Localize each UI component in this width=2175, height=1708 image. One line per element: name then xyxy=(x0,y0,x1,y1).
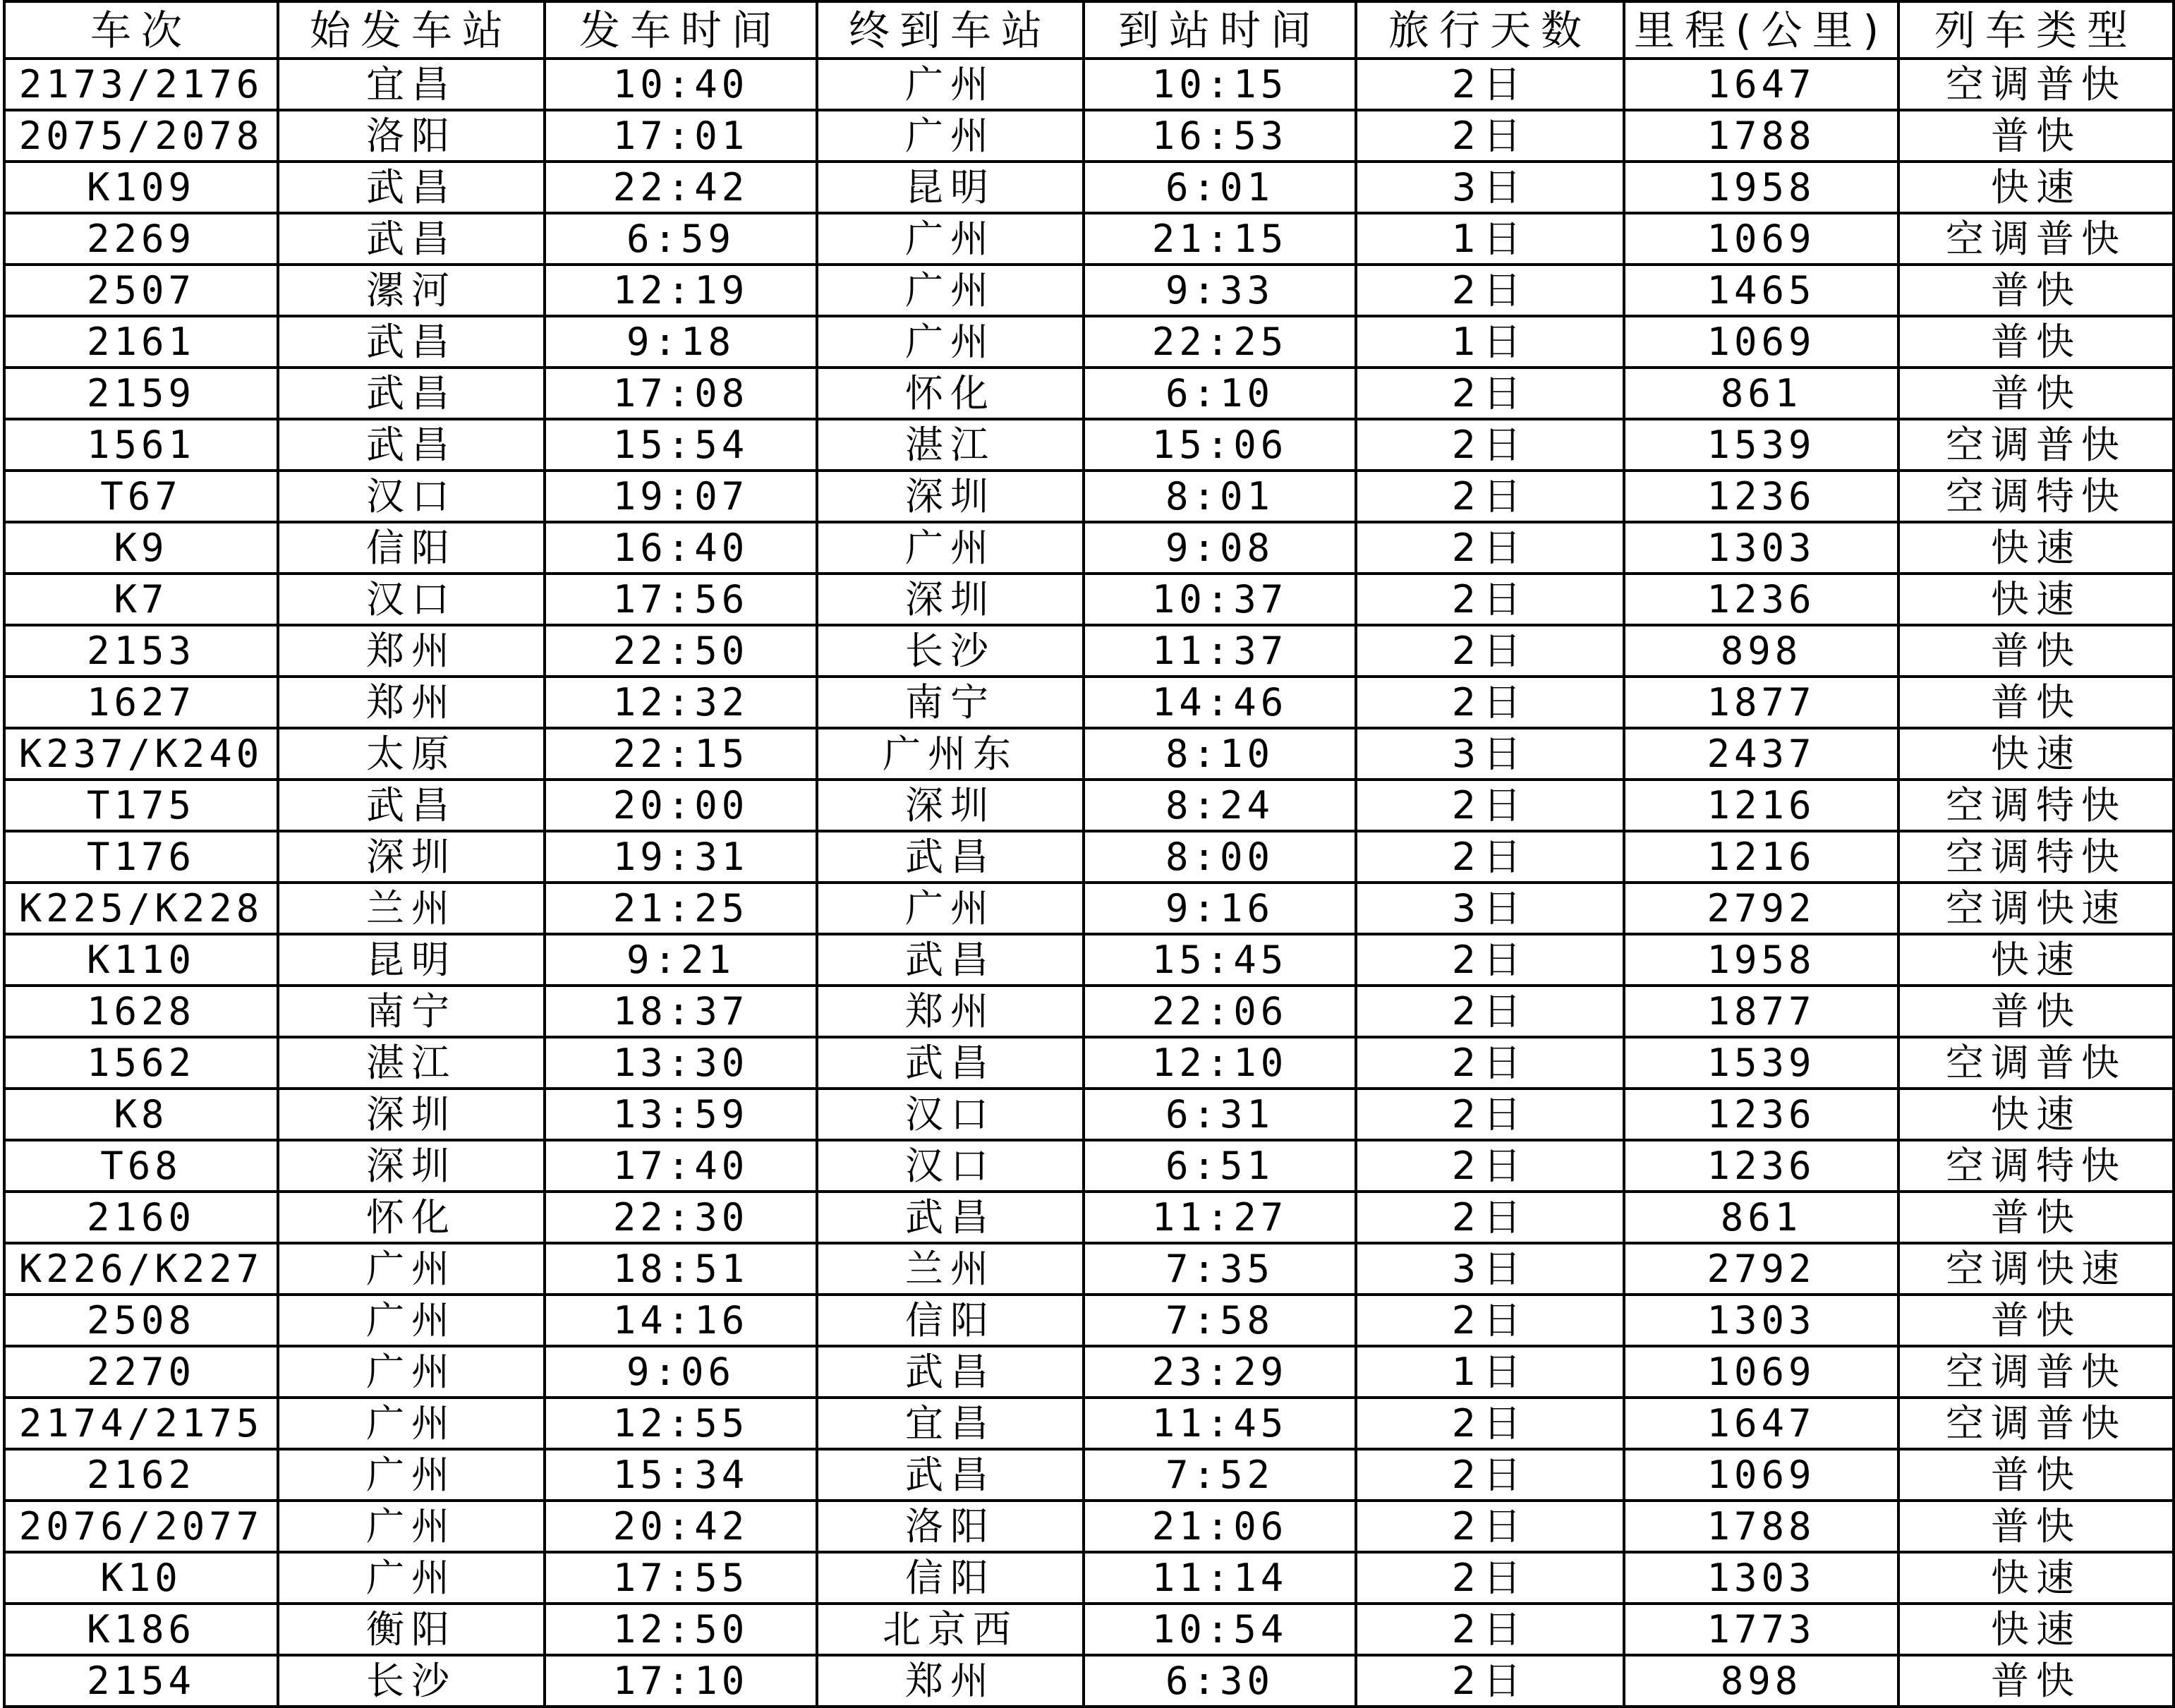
table-row xyxy=(4,110,2174,162)
travel-days-cell: 1日 xyxy=(1356,1346,1624,1398)
arrival-station-cell: 武昌 xyxy=(817,1449,1084,1501)
departure-time-cell: 22:50 xyxy=(545,625,817,677)
departure-time-cell: 15:54 xyxy=(545,419,817,471)
travel-days-cell: 2日 xyxy=(1356,1089,1624,1140)
arrival-time-cell: 9:08 xyxy=(1084,522,1356,574)
arrival-station-cell: 武昌 xyxy=(817,1037,1084,1089)
travel-days-cell: 2日 xyxy=(1356,986,1624,1037)
train-number-cell: K8 xyxy=(4,1089,278,1140)
departure-station-cell: 漯河 xyxy=(278,265,545,316)
departure-time-cell: 17:40 xyxy=(545,1140,817,1192)
train-number-cell: 2174/2175 xyxy=(4,1398,278,1449)
table-row xyxy=(4,1398,2174,1449)
departure-time-cell: 19:31 xyxy=(545,831,817,883)
travel-days-cell: 1日 xyxy=(1356,213,1624,265)
train-type-cell: 快速 xyxy=(1898,162,2174,213)
table-row xyxy=(4,1037,2174,1089)
distance-cell: 1216 xyxy=(1624,780,1898,831)
distance-cell: 898 xyxy=(1624,1655,1898,1707)
arrival-station-cell: 昆明 xyxy=(817,162,1084,213)
table-row xyxy=(4,1501,2174,1552)
travel-days-cell: 2日 xyxy=(1356,59,1624,110)
distance-cell: 1236 xyxy=(1624,574,1898,625)
distance-cell: 2792 xyxy=(1624,1243,1898,1295)
arrival-time-cell: 9:33 xyxy=(1084,265,1356,316)
departure-time-cell: 18:37 xyxy=(545,986,817,1037)
departure-station-cell: 洛阳 xyxy=(278,110,545,162)
departure-time-cell: 14:16 xyxy=(545,1295,817,1346)
arrival-time-cell: 6:10 xyxy=(1084,368,1356,419)
distance-cell: 1236 xyxy=(1624,1089,1898,1140)
train-number-cell: K10 xyxy=(4,1552,278,1604)
departure-station-cell: 广州 xyxy=(278,1449,545,1501)
arrival-station-cell: 南宁 xyxy=(817,677,1084,728)
train-type-cell: 空调快速 xyxy=(1898,1243,2174,1295)
travel-days-cell: 2日 xyxy=(1356,1037,1624,1089)
arrival-station-cell: 郑州 xyxy=(817,1655,1084,1707)
travel-days-cell: 2日 xyxy=(1356,1295,1624,1346)
travel-days-cell: 3日 xyxy=(1356,728,1624,780)
departure-station-cell: 广州 xyxy=(278,1295,545,1346)
header-arrival-station: 终到车站 xyxy=(817,1,1084,59)
train-number-cell: 2161 xyxy=(4,316,278,368)
header-distance: 里程(公里) xyxy=(1624,1,1898,59)
train-number-cell: K7 xyxy=(4,574,278,625)
table-row xyxy=(4,316,2174,368)
departure-station-cell: 广州 xyxy=(278,1346,545,1398)
departure-station-cell: 汉口 xyxy=(278,471,545,522)
distance-cell: 1788 xyxy=(1624,110,1898,162)
departure-station-cell: 深圳 xyxy=(278,1140,545,1192)
arrival-station-cell: 深圳 xyxy=(817,574,1084,625)
train-type-cell: 快速 xyxy=(1898,1604,2174,1655)
arrival-station-cell: 广州东 xyxy=(817,728,1084,780)
header-train-type: 列车类型 xyxy=(1898,1,2174,59)
train-number-cell: 2075/2078 xyxy=(4,110,278,162)
arrival-station-cell: 广州 xyxy=(817,59,1084,110)
arrival-time-cell: 21:06 xyxy=(1084,1501,1356,1552)
distance-cell: 1069 xyxy=(1624,213,1898,265)
departure-time-cell: 17:08 xyxy=(545,368,817,419)
table-row xyxy=(4,59,2174,110)
table-row xyxy=(4,162,2174,213)
distance-cell: 1539 xyxy=(1624,1037,1898,1089)
table-row xyxy=(4,1140,2174,1192)
train-number-cell: 2160 xyxy=(4,1192,278,1243)
departure-time-cell: 17:56 xyxy=(545,574,817,625)
departure-time-cell: 13:30 xyxy=(545,1037,817,1089)
table-row xyxy=(4,1604,2174,1655)
train-number-cell: T176 xyxy=(4,831,278,883)
table-row xyxy=(4,1449,2174,1501)
train-type-cell: 普快 xyxy=(1898,1655,2174,1707)
distance-cell: 898 xyxy=(1624,625,1898,677)
arrival-station-cell: 北京西 xyxy=(817,1604,1084,1655)
departure-station-cell: 武昌 xyxy=(278,213,545,265)
table-row xyxy=(4,1192,2174,1243)
table-row xyxy=(4,1295,2174,1346)
travel-days-cell: 2日 xyxy=(1356,831,1624,883)
train-type-cell: 空调普快 xyxy=(1898,1346,2174,1398)
table-row xyxy=(4,471,2174,522)
train-number-cell: 2508 xyxy=(4,1295,278,1346)
departure-time-cell: 19:07 xyxy=(545,471,817,522)
arrival-station-cell: 广州 xyxy=(817,265,1084,316)
arrival-time-cell: 7:52 xyxy=(1084,1449,1356,1501)
distance-cell: 1303 xyxy=(1624,522,1898,574)
arrival-station-cell: 汉口 xyxy=(817,1140,1084,1192)
departure-time-cell: 13:59 xyxy=(545,1089,817,1140)
train-type-cell: 普快 xyxy=(1898,1501,2174,1552)
arrival-station-cell: 广州 xyxy=(817,883,1084,934)
departure-time-cell: 16:40 xyxy=(545,522,817,574)
arrival-station-cell: 宜昌 xyxy=(817,1398,1084,1449)
travel-days-cell: 2日 xyxy=(1356,1604,1624,1655)
arrival-station-cell: 兰州 xyxy=(817,1243,1084,1295)
arrival-time-cell: 8:10 xyxy=(1084,728,1356,780)
distance-cell: 1647 xyxy=(1624,59,1898,110)
arrival-time-cell: 15:45 xyxy=(1084,934,1356,986)
departure-station-cell: 广州 xyxy=(278,1243,545,1295)
arrival-time-cell: 6:01 xyxy=(1084,162,1356,213)
distance-cell: 1958 xyxy=(1624,162,1898,213)
train-type-cell: 空调普快 xyxy=(1898,59,2174,110)
train-number-cell: 2154 xyxy=(4,1655,278,1707)
train-number-cell: 2159 xyxy=(4,368,278,419)
departure-time-cell: 12:50 xyxy=(545,1604,817,1655)
travel-days-cell: 2日 xyxy=(1356,1140,1624,1192)
departure-station-cell: 昆明 xyxy=(278,934,545,986)
travel-days-cell: 2日 xyxy=(1356,1449,1624,1501)
arrival-time-cell: 11:45 xyxy=(1084,1398,1356,1449)
table-row xyxy=(4,1655,2174,1707)
train-type-cell: 普快 xyxy=(1898,1449,2174,1501)
arrival-time-cell: 10:54 xyxy=(1084,1604,1356,1655)
distance-cell: 1539 xyxy=(1624,419,1898,471)
table-row xyxy=(4,1089,2174,1140)
table-row xyxy=(4,265,2174,316)
arrival-station-cell: 武昌 xyxy=(817,1192,1084,1243)
distance-cell: 1303 xyxy=(1624,1295,1898,1346)
departure-time-cell: 21:25 xyxy=(545,883,817,934)
arrival-station-cell: 深圳 xyxy=(817,780,1084,831)
travel-days-cell: 2日 xyxy=(1356,780,1624,831)
departure-time-cell: 12:55 xyxy=(545,1398,817,1449)
train-number-cell: 2270 xyxy=(4,1346,278,1398)
departure-station-cell: 武昌 xyxy=(278,419,545,471)
arrival-time-cell: 6:31 xyxy=(1084,1089,1356,1140)
arrival-time-cell: 8:00 xyxy=(1084,831,1356,883)
train-type-cell: 普快 xyxy=(1898,110,2174,162)
table-row xyxy=(4,1552,2174,1604)
train-number-cell: 2173/2176 xyxy=(4,59,278,110)
train-type-cell: 普快 xyxy=(1898,1192,2174,1243)
arrival-time-cell: 23:29 xyxy=(1084,1346,1356,1398)
train-number-cell: K237/K240 xyxy=(4,728,278,780)
train-type-cell: 空调快速 xyxy=(1898,883,2174,934)
departure-station-cell: 宜昌 xyxy=(278,59,545,110)
arrival-station-cell: 深圳 xyxy=(817,471,1084,522)
train-type-cell: 空调特快 xyxy=(1898,1140,2174,1192)
arrival-station-cell: 武昌 xyxy=(817,1346,1084,1398)
table-row xyxy=(4,625,2174,677)
train-type-cell: 普快 xyxy=(1898,986,2174,1037)
travel-days-cell: 3日 xyxy=(1356,883,1624,934)
distance-cell: 1877 xyxy=(1624,986,1898,1037)
arrival-time-cell: 8:24 xyxy=(1084,780,1356,831)
train-number-cell: K225/K228 xyxy=(4,883,278,934)
departure-time-cell: 18:51 xyxy=(545,1243,817,1295)
departure-time-cell: 15:34 xyxy=(545,1449,817,1501)
departure-time-cell: 12:19 xyxy=(545,265,817,316)
departure-time-cell: 10:40 xyxy=(545,59,817,110)
train-number-cell: 2076/2077 xyxy=(4,1501,278,1552)
travel-days-cell: 2日 xyxy=(1356,265,1624,316)
train-type-cell: 普快 xyxy=(1898,316,2174,368)
train-type-cell: 快速 xyxy=(1898,934,2174,986)
arrival-time-cell: 7:58 xyxy=(1084,1295,1356,1346)
departure-time-cell: 6:59 xyxy=(545,213,817,265)
travel-days-cell: 2日 xyxy=(1356,1552,1624,1604)
departure-station-cell: 太原 xyxy=(278,728,545,780)
table-row xyxy=(4,213,2174,265)
distance-cell: 1236 xyxy=(1624,471,1898,522)
arrival-station-cell: 武昌 xyxy=(817,934,1084,986)
arrival-time-cell: 6:51 xyxy=(1084,1140,1356,1192)
departure-time-cell: 9:18 xyxy=(545,316,817,368)
arrival-station-cell: 湛江 xyxy=(817,419,1084,471)
train-type-cell: 普快 xyxy=(1898,677,2174,728)
travel-days-cell: 2日 xyxy=(1356,471,1624,522)
arrival-station-cell: 怀化 xyxy=(817,368,1084,419)
travel-days-cell: 2日 xyxy=(1356,625,1624,677)
travel-days-cell: 2日 xyxy=(1356,419,1624,471)
departure-station-cell: 郑州 xyxy=(278,677,545,728)
travel-days-cell: 3日 xyxy=(1356,162,1624,213)
departure-time-cell: 22:42 xyxy=(545,162,817,213)
arrival-time-cell: 16:53 xyxy=(1084,110,1356,162)
table-row xyxy=(4,934,2174,986)
arrival-station-cell: 信阳 xyxy=(817,1295,1084,1346)
train-number-cell: T175 xyxy=(4,780,278,831)
table-row xyxy=(4,986,2174,1037)
train-number-cell: 1561 xyxy=(4,419,278,471)
train-type-cell: 空调普快 xyxy=(1898,213,2174,265)
arrival-station-cell: 武昌 xyxy=(817,831,1084,883)
departure-time-cell: 22:30 xyxy=(545,1192,817,1243)
departure-time-cell: 20:42 xyxy=(545,1501,817,1552)
train-number-cell: K109 xyxy=(4,162,278,213)
arrival-station-cell: 洛阳 xyxy=(817,1501,1084,1552)
departure-time-cell: 12:32 xyxy=(545,677,817,728)
train-number-cell: K110 xyxy=(4,934,278,986)
arrival-time-cell: 15:06 xyxy=(1084,419,1356,471)
departure-station-cell: 南宁 xyxy=(278,986,545,1037)
travel-days-cell: 2日 xyxy=(1356,574,1624,625)
arrival-time-cell: 8:01 xyxy=(1084,471,1356,522)
distance-cell: 1647 xyxy=(1624,1398,1898,1449)
train-number-cell: 2153 xyxy=(4,625,278,677)
departure-station-cell: 武昌 xyxy=(278,368,545,419)
train-type-cell: 快速 xyxy=(1898,1089,2174,1140)
table-row xyxy=(4,368,2174,419)
arrival-station-cell: 广州 xyxy=(817,110,1084,162)
travel-days-cell: 2日 xyxy=(1356,1655,1624,1707)
train-type-cell: 空调特快 xyxy=(1898,831,2174,883)
travel-days-cell: 2日 xyxy=(1356,368,1624,419)
train-type-cell: 普快 xyxy=(1898,265,2174,316)
arrival-station-cell: 汉口 xyxy=(817,1089,1084,1140)
travel-days-cell: 2日 xyxy=(1356,1192,1624,1243)
table-row xyxy=(4,522,2174,574)
departure-station-cell: 湛江 xyxy=(278,1037,545,1089)
train-number-cell: 1628 xyxy=(4,986,278,1037)
train-number-cell: 1562 xyxy=(4,1037,278,1089)
departure-station-cell: 汉口 xyxy=(278,574,545,625)
departure-station-cell: 衡阳 xyxy=(278,1604,545,1655)
departure-station-cell: 信阳 xyxy=(278,522,545,574)
distance-cell: 861 xyxy=(1624,368,1898,419)
travel-days-cell: 3日 xyxy=(1356,1243,1624,1295)
arrival-time-cell: 11:14 xyxy=(1084,1552,1356,1604)
arrival-time-cell: 6:30 xyxy=(1084,1655,1356,1707)
departure-time-cell: 22:15 xyxy=(545,728,817,780)
travel-days-cell: 2日 xyxy=(1356,1398,1624,1449)
train-number-cell: 2162 xyxy=(4,1449,278,1501)
departure-station-cell: 广州 xyxy=(278,1552,545,1604)
departure-station-cell: 武昌 xyxy=(278,162,545,213)
distance-cell: 1216 xyxy=(1624,831,1898,883)
train-number-cell: 2269 xyxy=(4,213,278,265)
table-row xyxy=(4,1346,2174,1398)
departure-time-cell: 17:55 xyxy=(545,1552,817,1604)
train-type-cell: 空调普快 xyxy=(1898,419,2174,471)
travel-days-cell: 2日 xyxy=(1356,677,1624,728)
arrival-time-cell: 9:16 xyxy=(1084,883,1356,934)
travel-days-cell: 2日 xyxy=(1356,934,1624,986)
departure-time-cell: 17:10 xyxy=(545,1655,817,1707)
distance-cell: 861 xyxy=(1624,1192,1898,1243)
distance-cell: 1773 xyxy=(1624,1604,1898,1655)
train-type-cell: 快速 xyxy=(1898,574,2174,625)
table-row xyxy=(4,574,2174,625)
arrival-time-cell: 21:15 xyxy=(1084,213,1356,265)
train-number-cell: 2507 xyxy=(4,265,278,316)
train-number-cell: T68 xyxy=(4,1140,278,1192)
distance-cell: 1069 xyxy=(1624,1346,1898,1398)
table-row xyxy=(4,677,2174,728)
travel-days-cell: 1日 xyxy=(1356,316,1624,368)
departure-time-cell: 20:00 xyxy=(545,780,817,831)
arrival-station-cell: 广州 xyxy=(817,522,1084,574)
departure-station-cell: 怀化 xyxy=(278,1192,545,1243)
train-number-cell: T67 xyxy=(4,471,278,522)
departure-time-cell: 9:06 xyxy=(545,1346,817,1398)
arrival-station-cell: 广州 xyxy=(817,213,1084,265)
header-train-number: 车次 xyxy=(4,1,278,59)
distance-cell: 1465 xyxy=(1624,265,1898,316)
train-number-cell: K186 xyxy=(4,1604,278,1655)
departure-station-cell: 深圳 xyxy=(278,831,545,883)
train-number-cell: 1627 xyxy=(4,677,278,728)
arrival-station-cell: 信阳 xyxy=(817,1552,1084,1604)
distance-cell: 2437 xyxy=(1624,728,1898,780)
distance-cell: 1069 xyxy=(1624,1449,1898,1501)
distance-cell: 1877 xyxy=(1624,677,1898,728)
table-body xyxy=(4,59,2174,1707)
header-row xyxy=(4,1,2174,59)
travel-days-cell: 2日 xyxy=(1356,1501,1624,1552)
departure-time-cell: 9:21 xyxy=(545,934,817,986)
departure-station-cell: 郑州 xyxy=(278,625,545,677)
train-number-cell: K9 xyxy=(4,522,278,574)
arrival-time-cell: 12:10 xyxy=(1084,1037,1356,1089)
arrival-time-cell: 14:46 xyxy=(1084,677,1356,728)
header-arrival-time: 到站时间 xyxy=(1084,1,1356,59)
travel-days-cell: 2日 xyxy=(1356,522,1624,574)
table-row xyxy=(4,419,2174,471)
train-type-cell: 快速 xyxy=(1898,522,2174,574)
departure-station-cell: 武昌 xyxy=(278,780,545,831)
departure-station-cell: 长沙 xyxy=(278,1655,545,1707)
train-type-cell: 空调特快 xyxy=(1898,780,2174,831)
departure-station-cell: 广州 xyxy=(278,1398,545,1449)
departure-station-cell: 广州 xyxy=(278,1501,545,1552)
departure-station-cell: 武昌 xyxy=(278,316,545,368)
departure-station-cell: 兰州 xyxy=(278,883,545,934)
arrival-time-cell: 11:37 xyxy=(1084,625,1356,677)
table-row xyxy=(4,883,2174,934)
distance-cell: 1236 xyxy=(1624,1140,1898,1192)
train-type-cell: 空调特快 xyxy=(1898,471,2174,522)
distance-cell: 1788 xyxy=(1624,1501,1898,1552)
arrival-time-cell: 10:37 xyxy=(1084,574,1356,625)
train-type-cell: 普快 xyxy=(1898,1295,2174,1346)
departure-time-cell: 17:01 xyxy=(545,110,817,162)
arrival-time-cell: 11:27 xyxy=(1084,1192,1356,1243)
train-number-cell: K226/K227 xyxy=(4,1243,278,1295)
travel-days-cell: 2日 xyxy=(1356,110,1624,162)
train-schedule-table xyxy=(3,0,2175,1708)
table-row xyxy=(4,728,2174,780)
departure-station-cell: 深圳 xyxy=(278,1089,545,1140)
train-type-cell: 空调普快 xyxy=(1898,1398,2174,1449)
train-type-cell: 快速 xyxy=(1898,728,2174,780)
table-row xyxy=(4,1243,2174,1295)
train-type-cell: 空调普快 xyxy=(1898,1037,2174,1089)
arrival-time-cell: 10:15 xyxy=(1084,59,1356,110)
arrival-station-cell: 长沙 xyxy=(817,625,1084,677)
arrival-station-cell: 广州 xyxy=(817,316,1084,368)
arrival-time-cell: 22:06 xyxy=(1084,986,1356,1037)
train-type-cell: 快速 xyxy=(1898,1552,2174,1604)
table-row xyxy=(4,780,2174,831)
header-departure-station: 始发车站 xyxy=(278,1,545,59)
train-type-cell: 普快 xyxy=(1898,368,2174,419)
table-row xyxy=(4,831,2174,883)
header-travel-days: 旅行天数 xyxy=(1356,1,1624,59)
arrival-station-cell: 郑州 xyxy=(817,986,1084,1037)
distance-cell: 1303 xyxy=(1624,1552,1898,1604)
distance-cell: 1958 xyxy=(1624,934,1898,986)
header-departure-time: 发车时间 xyxy=(545,1,817,59)
train-type-cell: 普快 xyxy=(1898,625,2174,677)
arrival-time-cell: 22:25 xyxy=(1084,316,1356,368)
distance-cell: 1069 xyxy=(1624,316,1898,368)
arrival-time-cell: 7:35 xyxy=(1084,1243,1356,1295)
distance-cell: 2792 xyxy=(1624,883,1898,934)
